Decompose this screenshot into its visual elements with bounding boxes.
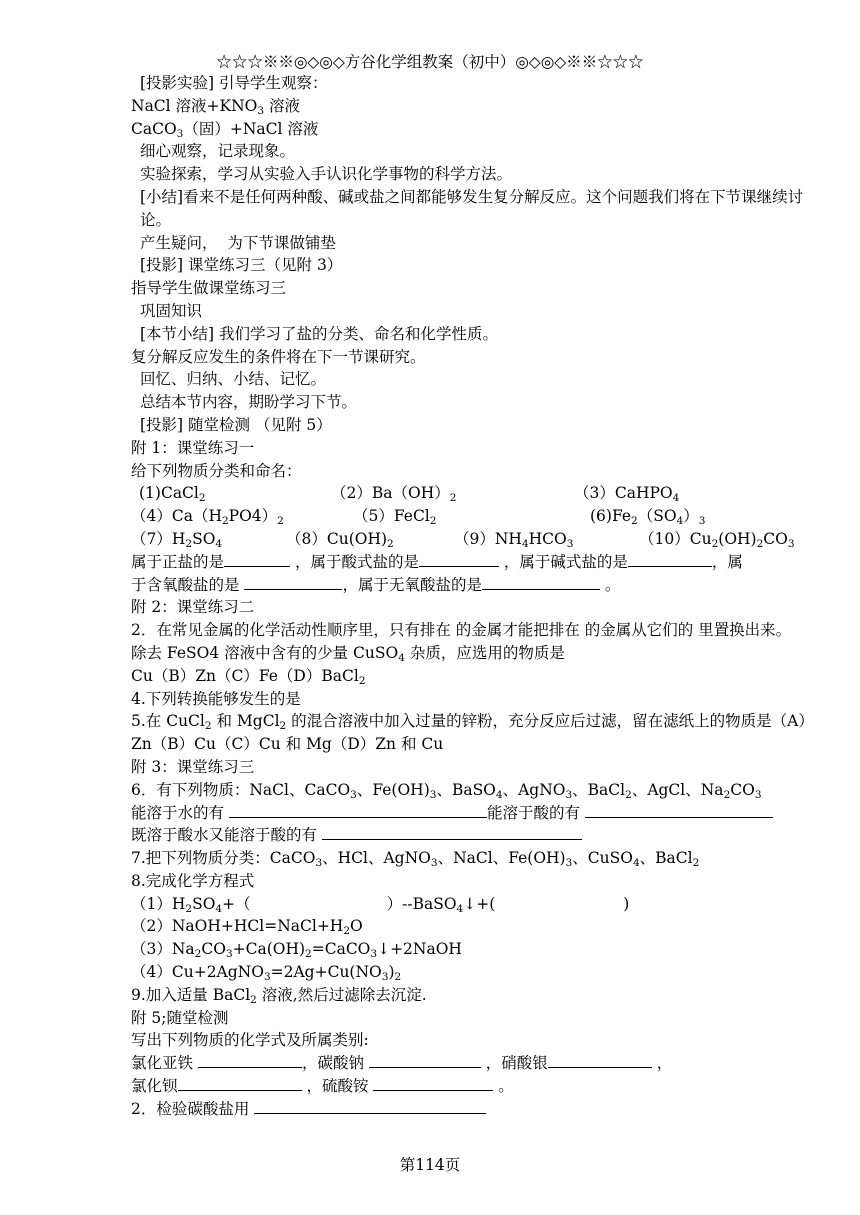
text-line: CaCO$_3$（固）+NaCl 溶液 xyxy=(131,119,319,140)
text-line: 8.完成化学方程式 xyxy=(131,871,255,890)
text-line: 除去 FeSO4 溶液中含有的少量 CuSO$_4$ 杂质，应选用的物质是 xyxy=(131,643,565,664)
compound-item: $(8)Cu(OH)_2$ xyxy=(286,529,394,550)
text-line: 巩固知识 xyxy=(140,301,203,320)
equation-line: $(4)Cu+2AgNO_3=2Ag+Cu(NO_3)_2$ xyxy=(131,963,402,984)
section-title: 附 5;随堂检测 xyxy=(131,1008,229,1027)
text-line: 回忆、归纳、小结、记忆。 xyxy=(140,370,327,389)
equation-line: $(2)NaOH+HCl=NaCl+H_2O$ xyxy=(131,917,363,938)
compound-item: $(10)Cu_2(OH)_2CO_3$ xyxy=(639,529,795,550)
answer-blank[interactable] xyxy=(244,574,342,590)
text-line: 7.把下列物质分类：CaCO$_3$、HCl、AgNO$_3$、NaCl、$Fe(OH)_3$、CuSO$_4$、BaCl$_2$ xyxy=(131,849,700,870)
answer-blank[interactable] xyxy=(548,1052,652,1068)
compound-item: $(4)Ca(H_2PO4)_2$ xyxy=(131,507,284,528)
section-title: 附 1：课堂练习一 xyxy=(131,438,255,457)
answer-blank[interactable] xyxy=(628,551,712,567)
compound-row xyxy=(131,505,821,528)
fill-blank-line: 2．检验碳酸盐用 xyxy=(131,1098,821,1121)
text-paragraph: [小结]看来不是任何两种酸、碱或盐之间都能够发生复分解反应。这个问题我们将在下节课继续讨论。 xyxy=(140,187,804,229)
compound-item: （3）CaHPO$_4$ xyxy=(574,484,680,505)
fill-blank-line: 属于正盐的是 ，属于酸式盐的是 ，属于碱式盐的是 ，属 xyxy=(131,552,743,571)
answer-blank[interactable] xyxy=(369,1052,481,1068)
fill-blank-line: 能溶于水的有 能溶于酸的有 xyxy=(131,802,821,825)
text-line: Cu（B）Zn（C）Fe（D）BaCl$_2$ xyxy=(131,666,366,687)
document-body xyxy=(131,72,821,1121)
text-line: 4.下列转换能够发生的是 xyxy=(131,689,301,708)
text-paragraph: 5.在 CuCl$_2$ 和 MgCl$_2$ 的混合溶液中加入过量的锌粉，充分反应后过滤，留在滤纸上的物质是（A） Zn（B）Cu（C）Cu 和 Mg（D）Zn 和 Cu xyxy=(131,712,814,754)
compound-item: (1)CaCl$_2$ xyxy=(139,484,206,505)
text-line: NaCl 溶液$+KNO_3$ 溶液 xyxy=(131,96,301,117)
answer-blank[interactable] xyxy=(373,1075,493,1091)
text-line: 细心观察，记录现象。 xyxy=(140,142,296,161)
fill-blank-line: 氯化钡 ，硫酸铵 。 xyxy=(131,1077,514,1096)
answer-blank[interactable] xyxy=(482,574,600,590)
answer-blank[interactable] xyxy=(419,551,499,567)
text-line: [投影实验] 引导学生观察： xyxy=(140,74,328,92)
text-line: 产生疑问， 为下节课做铺垫 xyxy=(140,233,336,252)
text-line: [投影] 随堂检测 （见附 5） xyxy=(140,415,332,434)
text-line: 写出下列物质的化学式及所属类别: xyxy=(131,1031,369,1050)
answer-blank[interactable] xyxy=(224,551,290,567)
answer-blank[interactable] xyxy=(322,824,582,840)
compound-item: $(2)Ba(OH)_2$ xyxy=(331,484,457,505)
fill-blank-line: 既溶于酸水又能溶于酸的有 xyxy=(131,824,821,847)
answer-blank[interactable] xyxy=(198,1052,302,1068)
text-line: 6．有下列物质：NaCl、CaCO$_3$、$Fe(OH)_3$、BaSO$_4$、AgNO$_3$、BaCl$_2$、AgCl、$Na_2CO_3$ xyxy=(131,780,762,801)
text-line: 复分解反应发生的条件将在下一节课研究。 xyxy=(131,347,426,366)
page-header: ☆☆☆※※◎◇◎◇方谷化学组教案（初中）◎◇◎◇※※☆☆☆ xyxy=(216,53,644,71)
compound-item: （5）FeCl$_2$ xyxy=(353,507,437,528)
compound-item: $(9)NH_4HCO_3$ xyxy=(454,529,574,550)
equation-line: $(3)Na_2CO_3+Ca(OH)_2=CaCO_3↓+2NaOH$ xyxy=(131,940,462,961)
compound-item: $(6)Fe_2(SO_4)_3$ xyxy=(590,507,706,528)
text-line: 9.加入适量 BaCl$_2$ 溶液,然后过滤除去沉淀. xyxy=(131,985,427,1006)
answer-blank[interactable] xyxy=(254,1098,486,1114)
page-number: 第114页 xyxy=(399,1156,461,1174)
equation-line: $(1)H_2SO_4+$（ ）--BaSO$_4$↓+( ) xyxy=(131,894,630,915)
answer-blank[interactable] xyxy=(229,802,487,818)
text-line: 总结本节内容，期盼学习下节。 xyxy=(140,393,358,412)
text-line: 给下列物质分类和命名： xyxy=(131,461,302,480)
fill-blank-line: 于含氧酸盐的是 ，属于无氧酸盐的是 。 xyxy=(131,575,621,594)
compound-row xyxy=(131,528,821,551)
text-paragraph: 2．在常见金属的化学活动性顺序里，只有排在 的金属才能把排在 的金属从它们的 里置换出来。 xyxy=(131,621,792,640)
answer-blank[interactable] xyxy=(178,1075,302,1091)
text-line: [本节小结] 我们学习了盐的分类、命名和化学性质。 xyxy=(140,324,499,343)
section-title: 附 2：课堂练习二 xyxy=(131,598,255,617)
text-line: 指导学生做课堂练习三 xyxy=(131,279,287,298)
text-line: 实验探索，学习从实验入手认识化学事物的科学方法。 xyxy=(140,165,513,184)
compound-row xyxy=(131,482,821,505)
text-line: [投影] 课堂练习三（见附 3） xyxy=(140,256,343,275)
compound-item: $(7)H_2SO_4$ xyxy=(131,529,223,550)
section-title: 附 3：课堂练习三 xyxy=(131,757,255,776)
answer-blank[interactable] xyxy=(585,802,773,818)
fill-blank-line: 氯化亚铁 ，碳酸钠 ，硝酸银 ， xyxy=(131,1054,673,1073)
